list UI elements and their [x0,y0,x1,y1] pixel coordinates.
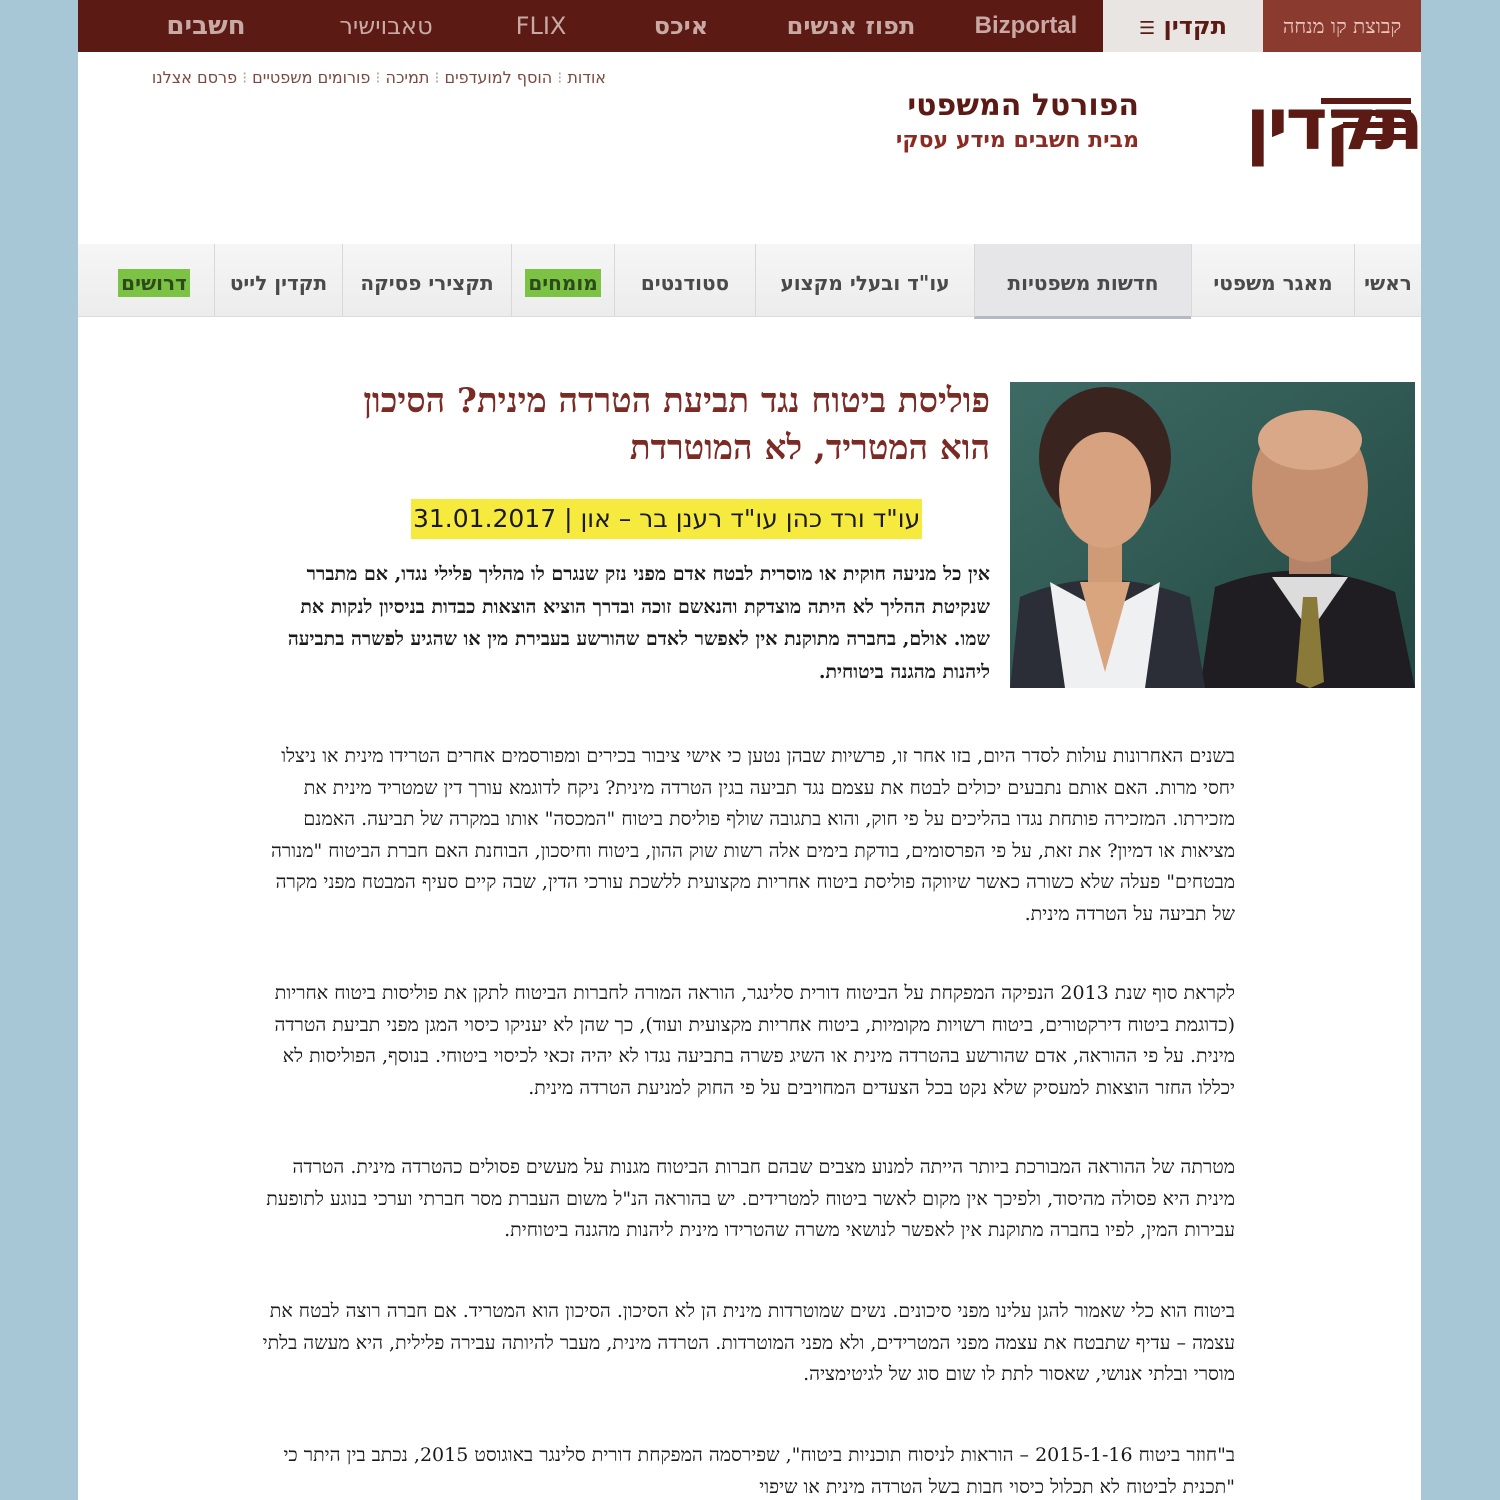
takdin-logo[interactable] [881,82,1421,164]
nav-item-legal-news[interactable]: חדשות משפטיות [974,244,1191,319]
nav-item-takdin-lite[interactable]: תקדין לייט [214,244,342,316]
network-link-hashavim[interactable]: חשבים [166,11,246,41]
network-link-tapuz[interactable]: תפוז אנשים [786,12,916,40]
nav-item-experts-label: מומחים [525,269,600,297]
article-byline: עו"ד ורד כהן עו"ד רענן בר – און | 31.01.2017 [411,499,922,539]
logo-wordmark: תקדין [1245,82,1421,166]
article-lead: אין כל מניעה חוקית או מוסרית לבטח אדם מפני נזק שנגרם לו מהליך פלילי נגדו, אם מתברר שנקיטת ההליך לא היתה מוצדקת והנאשם זוכה ובדרך הוציא הוצאות כבדות בניסיון לנקות את שמו. אולם, בחברה מתוקנת אין לאפשר לאדם שהורשע בעבירת מין או שהגיע לפשרה בתביעה ליהנות מהגנה ביטוחית. [287,563,990,683]
network-link-ix[interactable]: איכס [653,12,709,40]
utility-link-forums[interactable]: פורומים משפטיים [252,68,371,87]
utility-links: אודות⁝הוסף למועדפים⁝תמיכה⁝פורומים משפטיים⁝פרסם אצלנו [151,68,606,87]
utility-link-advertise[interactable]: פרסם אצלנו [151,68,238,87]
network-link-taboo[interactable]: טאבוישיר [339,12,433,40]
nav-item-lawyers[interactable]: עו"ד ובעלי מקצוע [755,244,974,316]
article-paragraph: לקראת סוף שנת 2013 הנפיקה המפקחת על הביטוח דורית סלינגר, הוראה המורה לחברות הביטוח לתקן את פוליסות ביטוח אחריות (כדוגמת ביטוח דירקטורים, ביטוח רשויות מקומיות, ביטוח אחריות מקצועית ועוד), כך שהן לא יעניקו כיסוי המגן מפני תביעת הטרדה מינית. על פי ההוראה, אדם שהורשע בהטרדה מינית או השיג פשרה בתביעה נגדו לא יהיה זכאי לכיסוי ביטוחי. בנוסף, הפוליסות לא יכללו החזר הוצאות למעסיק שלא נקט בכל הצעדים המחויבים על פי החוק למניעת הטרדה מינית. [274,982,1235,1099]
article-page [78,0,1421,1500]
nav-item-rulings[interactable]: תקצירי פסיקה [342,244,511,316]
utility-link-about[interactable]: אודות [567,68,606,87]
nav-item-jobs-label: דרושים [118,269,190,297]
article-paragraph: ביטוח הוא כלי שאמור להגן עלינו מפני סיכונים. נשים שמוטרדות מינית הן לא הסיכון. הסיכון הוא המטריד. אם חברה רוצה לבטח את עצמה – עדיף שתבטח את עצמה מפני המטרידים, ולא מפני המוטרדות. הטרדה מינית, מעבר להיותה עבירה פלילית, היא מעשה בלתי מוסרי ובלתי אנושי, שאסור לתת לו שום סוג של לגיטימציה. [262,1300,1235,1385]
network-link-label: תקדין [1163,12,1227,40]
nav-item-home[interactable]: ראשי [1354,244,1421,316]
network-link-bizportal[interactable]: Bizportal [974,12,1078,39]
nav-item-jobs[interactable] [94,244,214,316]
utility-link-support[interactable]: תמיכה [385,68,430,87]
logo-tagline: מבית חשבים מידע עסקי [895,128,1139,153]
network-link-flix[interactable]: FLIX [515,12,567,40]
utility-link-favorites[interactable]: הוסף למועדפים [444,68,553,87]
network-link-takdin[interactable] [1103,0,1263,52]
nav-item-legal-database[interactable]: מאגר משפטי [1191,244,1354,316]
network-top-bar [78,0,1421,52]
authors-photo [1010,382,1415,688]
logo-portal-title: הפורטל המשפטי [907,88,1139,123]
article-paragraph: בשנים האחרונות עולות לסדר היום, בזו אחר זו, פרשיות שבהן נטען כי אישי ציבור בכירים ומפורסמים אחרים הטרידו מינית או ניצלו יחסי מרות. האם אותם נתבעים יכולים לבטח את עצמם נגד תביעה בגין הטרדה מינית? ניקח לדוגמא עורך דין שמטריד מינית את מזכירתו. המזכירה פותחת נגדו בהליכים על פי חוק, והוא בתגובה שולף פוליסת ביטוח "המכסה" אותו במקרה של תביעה. האמנם מציאות או דמיון? את זאת, על פי הפרסומים, בודקת בימים אלה רשות שוק ההון, ביטוח וחיסכון, הבוחנת האם חברת הביטוח "מנורה מבטחים" פעלה שלא כשורה כאשר שיווקה פוליסת ביטוח אחריות מקצועית ללשכת עורכי הדין, שבה קיים סעיף המבטח מפני מקרה של תביעה על הטרדה מינית. [270,745,1235,925]
nav-item-experts[interactable] [511,244,614,316]
takdin-stripes-icon: ☰ [1139,18,1156,39]
article-paragraph: ב"חוזר ביטוח 2015-1-16 – הוראות לניסוח תוכניות ביטוח", שפירסמה המפקחת דורית סלינגר באוגוסט 2015, נכתב בין היתר כי "תכנית לביטוח לא תכלול כיסוי חבות בשל הטרדה מינית או שיפוי [283,1444,1235,1498]
article-paragraph: מטרתה של ההוראה המבורכת ביותר הייתה למנוע מצבים שבהם חברות הביטוח מגנות על מעשים פסולים כהטרדה מינית. הטרדה מינית היא פסולה מהיסוד, ולפיכך אין מקום לאשר ביטוח למטרידים. יש בהוראה הנ"ל משום העברת מסר חברתי וערכי בנוגע לתופעת עבירות המין, לפיו בחברה מתוקנת אין לאפשר לנושאי משרה שהטרידו מינית ליהנות מהגנה ביטוחית. [266,1156,1235,1241]
article-title: פוליסת ביטוח נגד תביעת הטרדה מינית? הסיכון הוא המטריד, לא המוטרדת [363,381,990,468]
network-link-kav-manche[interactable]: קבוצת קו מנחה [1263,0,1421,52]
main-nav [78,244,1421,317]
nav-item-students[interactable]: סטודנטים [614,244,755,316]
